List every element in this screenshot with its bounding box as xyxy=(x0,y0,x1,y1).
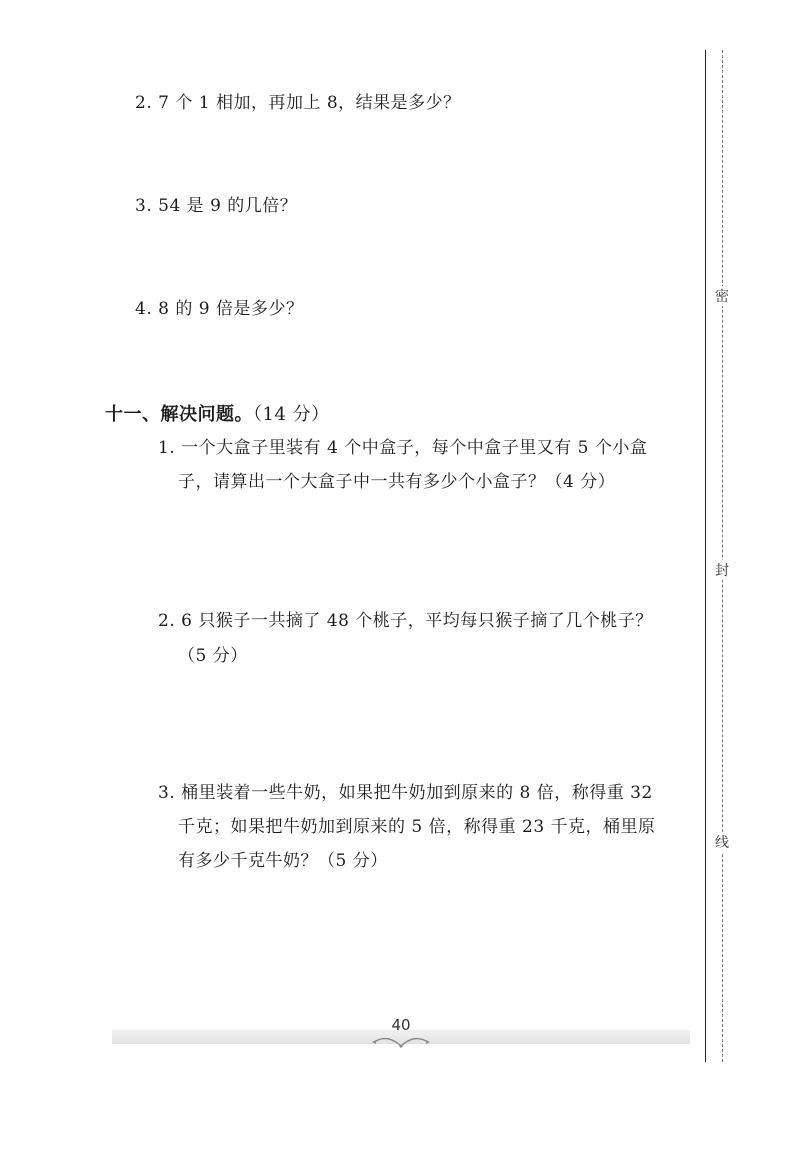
section-heading xyxy=(105,400,330,426)
section-title-text: 十一、解决问题。 xyxy=(105,404,253,425)
page-number: 40 xyxy=(391,1016,411,1034)
problem-2-line-2: （5 分） xyxy=(178,646,248,666)
problem-2-line-1: 2. 6 只猴子一共摘了 48 个桃子，平均每只猴子摘了几个桃子？ xyxy=(158,611,653,631)
question-4: 4. 8 的 9 倍是多少？ xyxy=(135,299,304,319)
binding-dashed-line xyxy=(722,50,723,1062)
problem-1-line-2: 子，请算出一个大盒子中一共有多少个小盒子？（4 分） xyxy=(178,472,616,492)
problem-3-line-1: 3. 桶里装着一些牛奶，如果把牛奶加到原来的 8 倍，称得重 32 xyxy=(158,783,653,803)
binding-solid-line xyxy=(705,50,706,1062)
footer-ornament-icon xyxy=(370,1034,432,1050)
question-3: 3. 54 是 9 的几倍？ xyxy=(135,196,298,216)
section-points: （14 分） xyxy=(253,404,330,425)
binding-seal-char: 密 xyxy=(712,286,732,306)
question-2: 2. 7 个 1 相加，再加上 8，结果是多少？ xyxy=(135,93,461,113)
binding-seal-char: 线 xyxy=(712,832,732,852)
problem-3-line-3: 有多少千克牛奶？（5 分） xyxy=(178,851,388,871)
problem-1-line-1: 1. 一个大盒子里装有 4 个中盒子，每个中盒子里又有 5 个小盒 xyxy=(158,438,648,458)
problem-3-line-2: 千克；如果把牛奶加到原来的 5 倍，称得重 23 千克，桶里原 xyxy=(178,817,656,837)
binding-seal-char: 封 xyxy=(712,560,732,580)
